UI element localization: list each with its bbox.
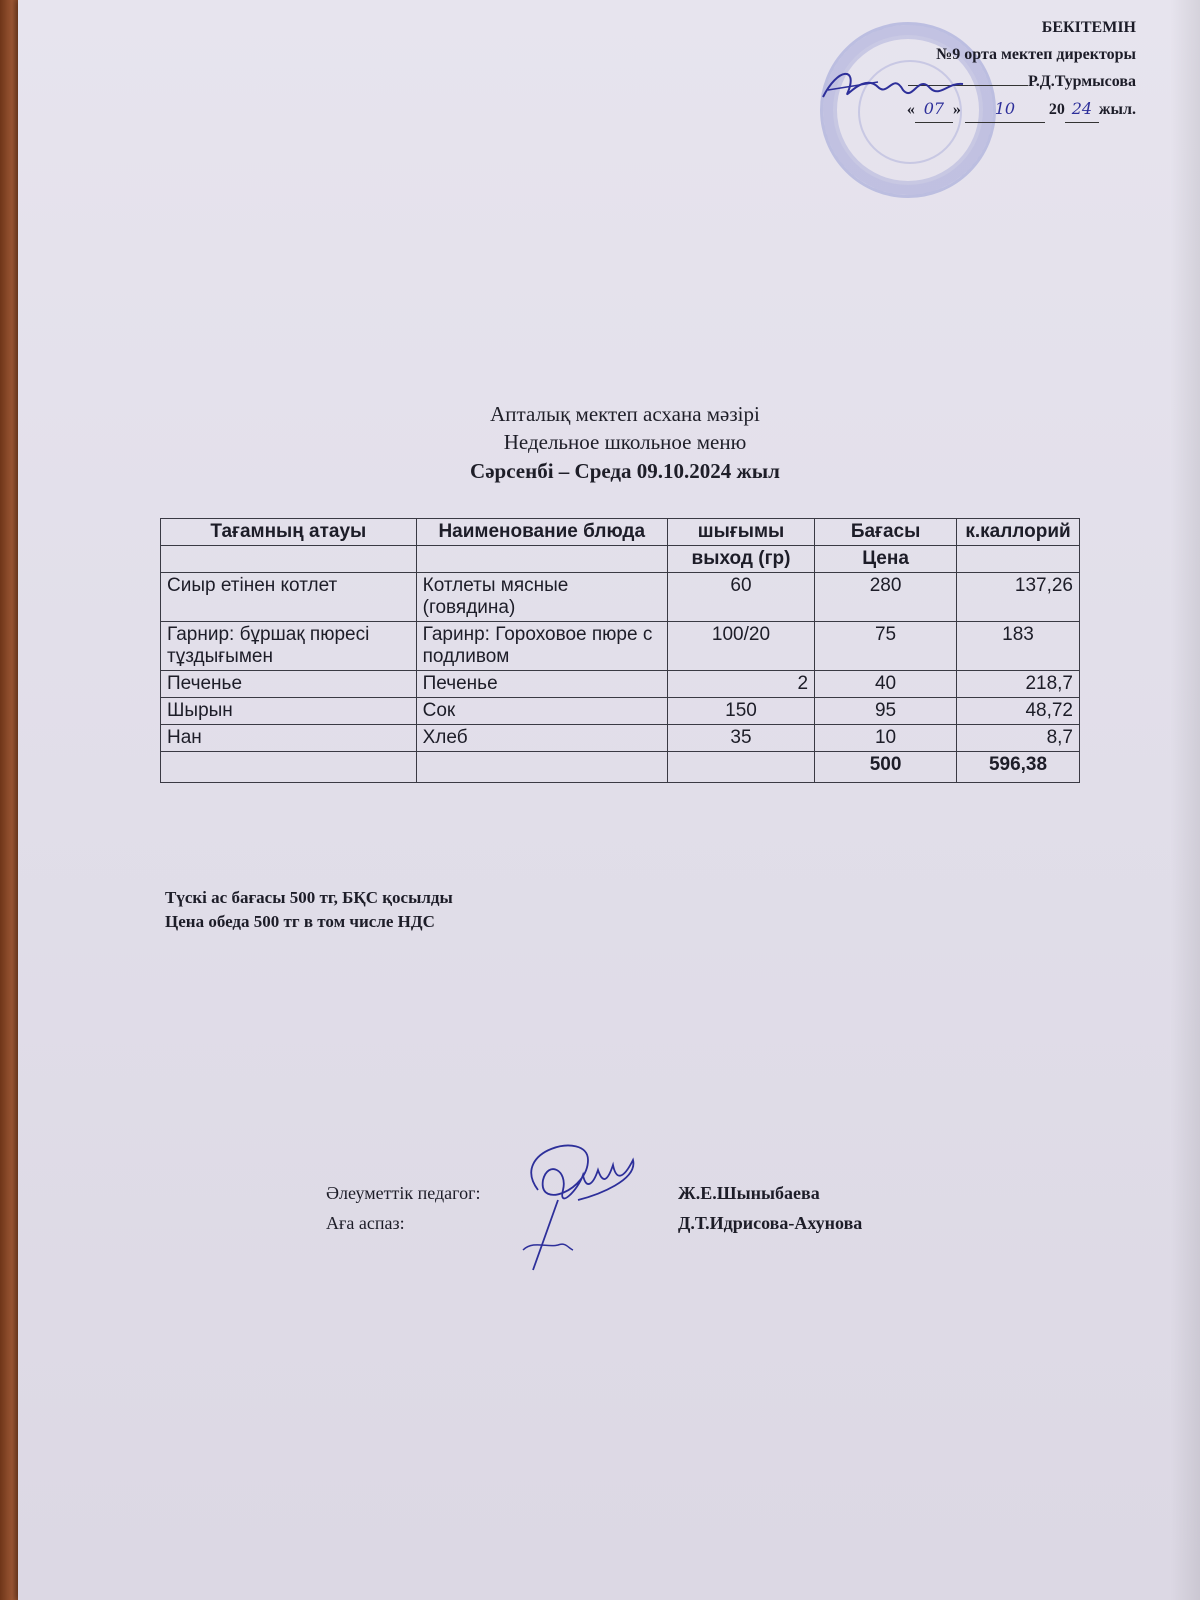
- header-name-kz: Тағамның атауы: [161, 519, 417, 546]
- staff-signature: [498, 1130, 658, 1280]
- subheader-weight: выход (гр): [667, 546, 814, 573]
- price-note-kz: Түскі ас бағасы 500 тг, БҚС қосылды: [165, 888, 453, 907]
- role-head-cook: Аға аспаз:: [326, 1213, 405, 1233]
- menu-titles: [0, 400, 1200, 486]
- approval-title: БЕКІТЕМІН: [1041, 19, 1136, 36]
- role-social-pedagogue: Әлеуметтік педагог:: [326, 1183, 481, 1203]
- price-note-ru: Цена обеда 500 тг в том числе НДС: [165, 912, 435, 931]
- title-day: Сәрсенбі – Среда 09.10.2024 жыл: [470, 459, 780, 483]
- header-kcal: к.каллорий: [957, 519, 1080, 546]
- header-weight: шығымы: [667, 519, 814, 546]
- name-head-cook: Д.Т.Идрисова-Ахунова: [678, 1213, 863, 1233]
- document-page: [18, 0, 1200, 1600]
- total-kcal: 596,38: [957, 752, 1080, 783]
- page-shadow: [1170, 0, 1200, 1600]
- name-social-pedagogue: Ж.Е.Шыныбаева: [678, 1183, 820, 1203]
- approval-date-month: 10: [965, 95, 1045, 123]
- table-row: Сиыр етінен котлет Котлеты мясные (говядина) 60 280 137,26: [161, 573, 1080, 622]
- approval-position: №9 орта мектеп директоры: [936, 46, 1136, 63]
- signature-roles: [326, 1178, 481, 1238]
- table-row: Нан Хлеб 35 10 8,7: [161, 725, 1080, 752]
- total-price: 500: [815, 752, 957, 783]
- approval-date-day: 07: [915, 95, 953, 123]
- table-row: Шырын Сок 150 95 48,72: [161, 698, 1080, 725]
- menu-table: [160, 518, 1080, 783]
- price-notes: [165, 886, 453, 934]
- table-row: Печенье Печенье 2 40 218,7: [161, 671, 1080, 698]
- approval-date-year: 24: [1065, 95, 1099, 123]
- approval-date-line: « 07 » 10 20 24 жыл.: [907, 95, 1136, 123]
- header-price: Бағасы: [815, 519, 957, 546]
- title-russian: Недельное школьное меню: [503, 430, 747, 454]
- title-kazakh: Апталық мектеп асхана мәзірі: [490, 402, 760, 426]
- table-row: Гарнир: бұршақ пюресі тұздығымен Гаринр: Гороховое пюре с подливом 100/20 75 183: [161, 622, 1080, 671]
- table-subheader-row: [161, 546, 1080, 573]
- signature-names: [678, 1178, 862, 1238]
- header-name-ru: Наименование блюда: [416, 519, 667, 546]
- subheader-price: Цена: [815, 546, 957, 573]
- approval-director-name: Р.Д.Турмысова: [1027, 73, 1136, 90]
- table-header-row: [161, 519, 1080, 546]
- director-signature: [818, 62, 968, 112]
- table-total-row: [161, 752, 1080, 783]
